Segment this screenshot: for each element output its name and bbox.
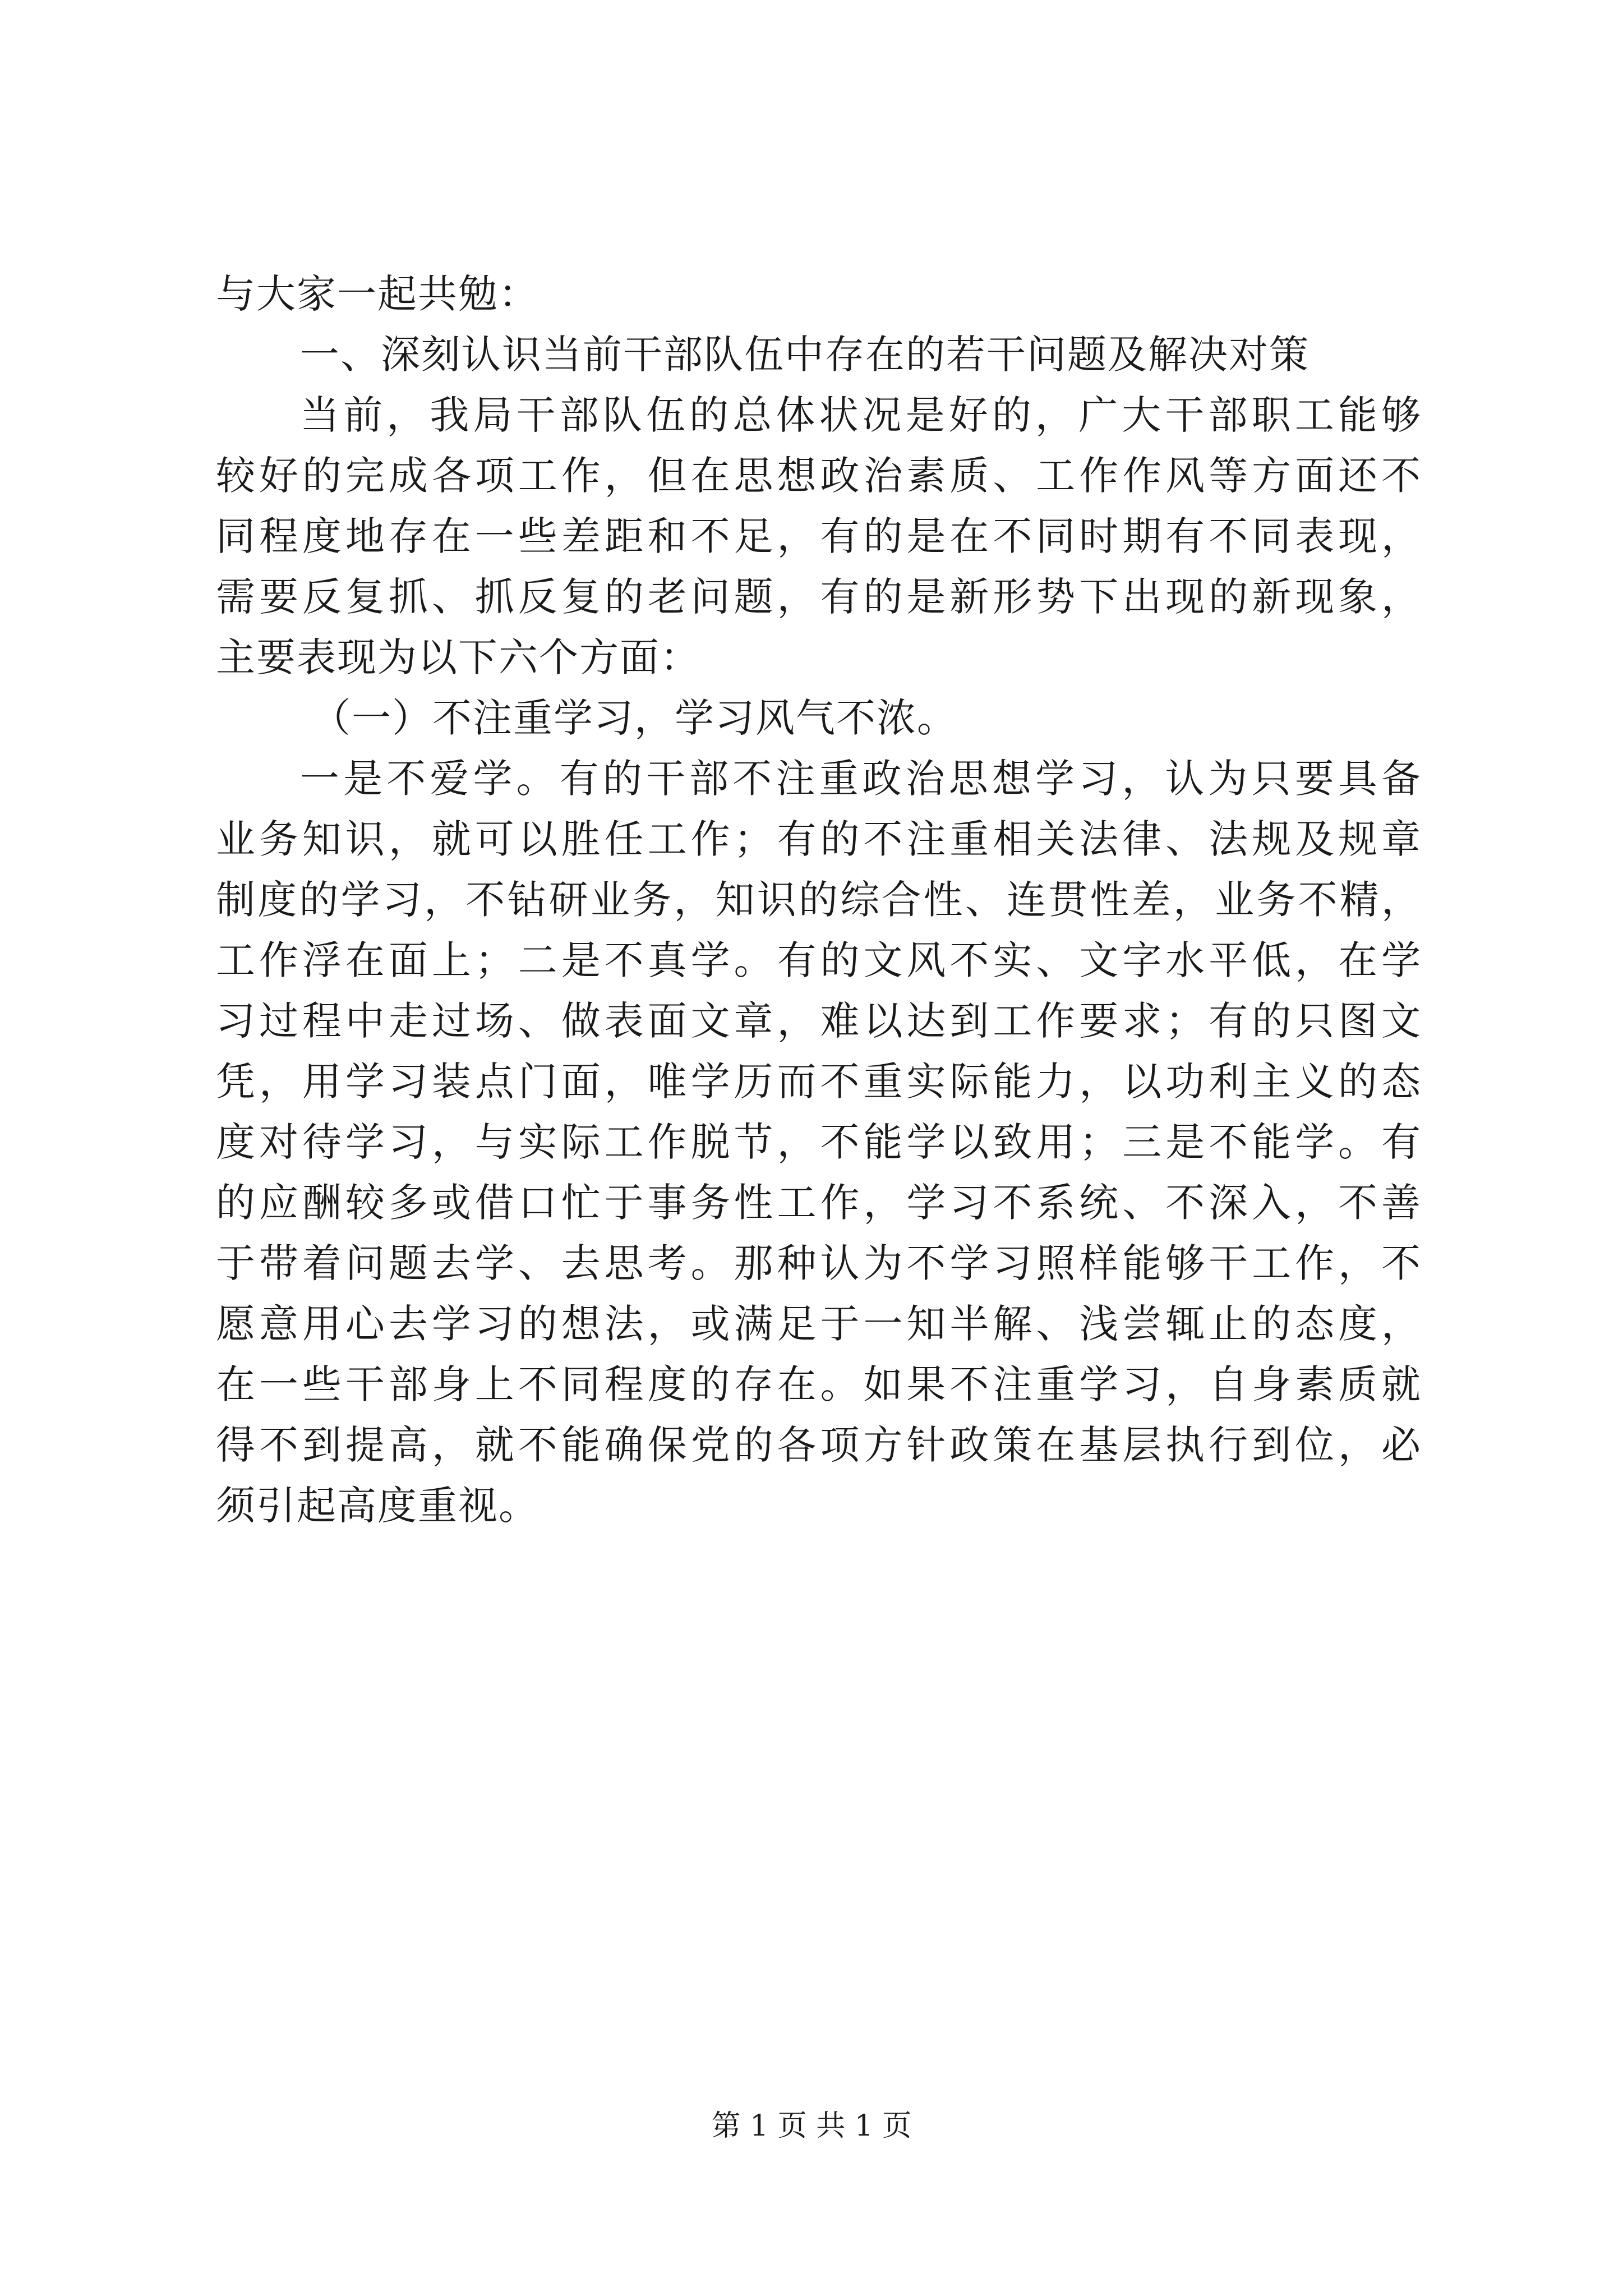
- text-line: 得不到提高，就不能确保党的各项方针政策在基层执行到位，必: [216, 1422, 1422, 1468]
- text-line: 当前，我局干部队伍的总体状况是好的，广大干部职工能够: [300, 392, 1422, 438]
- text-line: 较好的完成各项工作，但在思想政治素质、工作作风等方面还不: [216, 453, 1422, 499]
- section-heading: 一、深刻认识当前干部队伍中存在的若干问题及解决对策: [300, 332, 1310, 378]
- subsection-heading: （一）不注重学习，学习风气不浓。: [311, 695, 957, 741]
- text-line: 于带着问题去学、去思考。那种认为不学习照样能够干工作，不: [216, 1240, 1422, 1286]
- text-line: 工作浮在面上；二是不真学。有的文风不实、文字水平低，在学: [216, 937, 1422, 983]
- text-line: 制度的学习，不钻研业务，知识的综合性、连贯性差，业务不精，: [216, 877, 1422, 923]
- document-body: [216, 264, 1422, 1536]
- text-line: 一是不爱学。有的干部不注重政治思想学习，认为只要具备: [300, 756, 1422, 802]
- text-line: 度对待学习，与实际工作脱节，不能学以致用；三是不能学。有: [216, 1119, 1422, 1165]
- text-line: 习过程中走过场、做表面文章，难以达到工作要求；有的只图文: [216, 998, 1422, 1044]
- text-line: 愿意用心去学习的想法，或满足于一知半解、浅尝辄止的态度，: [216, 1301, 1422, 1347]
- text-line: 与大家一起共勉：: [216, 271, 539, 317]
- text-line: 主要表现为以下六个方面：: [216, 634, 700, 680]
- text-line: 凭，用学习装点门面，唯学历而不重实际能力，以功利主义的态: [216, 1059, 1422, 1105]
- page-footer: 第 1 页 共 1 页: [711, 2109, 912, 2143]
- text-line: 同程度地存在一些差距和不足，有的是在不同时期有不同表现，: [216, 513, 1422, 559]
- text-line: 业务知识，就可以胜任工作；有的不注重相关法律、法规及规章: [216, 816, 1422, 862]
- text-line: 的应酬较多或借口忙于事务性工作，学习不系统、不深入，不善: [216, 1180, 1422, 1226]
- text-line: 需要反复抓、抓反复的老问题，有的是新形势下出现的新现象，: [216, 574, 1422, 620]
- text-line: 须引起高度重视。: [216, 1483, 539, 1529]
- text-line: 在一些干部身上不同程度的存在。如果不注重学习，自身素质就: [216, 1361, 1422, 1407]
